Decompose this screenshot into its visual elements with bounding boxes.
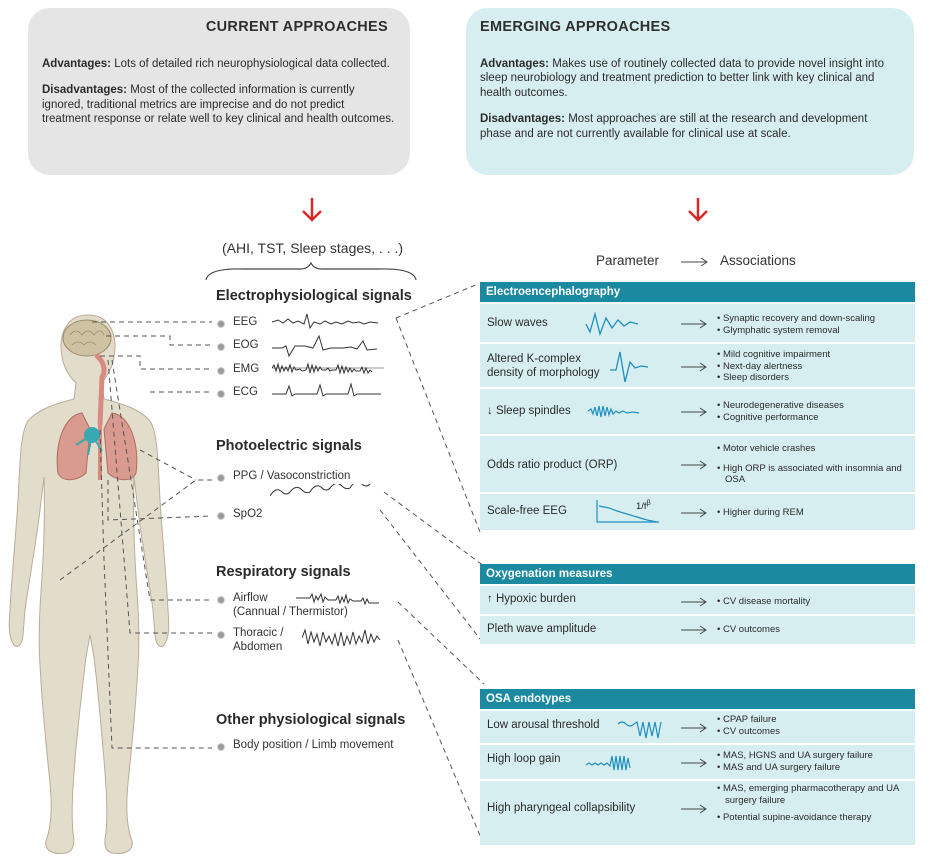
right-arrow-icon: [681, 723, 707, 733]
oxy-row-hypoxic-burden: ↑ Hypoxic burden • CV disease mortality: [480, 584, 915, 614]
bullet-icon: [217, 343, 225, 351]
bullet-icon: [217, 596, 225, 604]
arousal-waveform-icon: [616, 716, 672, 740]
respiratory-signals-title: Respiratory signals: [216, 564, 351, 580]
thoracic-waveform: [302, 624, 386, 652]
other-signals-title: Other physiological signals: [216, 712, 406, 728]
signal-eeg: EEG: [233, 316, 258, 328]
osa-endotypes-panel: [480, 689, 915, 845]
right-arrow-icon: [681, 804, 707, 814]
osa-row-loop-gain: High loop gain • MAS, HGNS and UA surgery failure • MAS and UA surgery failure: [480, 743, 915, 779]
eeg-row-k-complex: Altered K-complex density of morphology • Mild cognitive impairment • Next-day alertness • Sleep disorders: [480, 342, 915, 387]
right-arrow-icon: [681, 460, 707, 470]
spindle-icon: [586, 401, 642, 421]
bullet-icon: [217, 390, 225, 398]
airflow-waveform: [296, 590, 384, 606]
osa-panel-title: OSA endotypes: [480, 689, 915, 709]
bullet-icon: [217, 367, 225, 375]
associations-header: Associations: [720, 253, 796, 268]
signal-airflow: Airflow (Cannual / Thermistor): [233, 592, 348, 618]
right-arrow-icon: [681, 362, 707, 372]
signal-ppg: PPG / Vasoconstriction: [233, 470, 351, 482]
slow-wave-icon: [584, 310, 644, 336]
signal-body-position: Body position / Limb movement: [233, 739, 394, 751]
signal-spo2: SpO2: [233, 508, 263, 520]
eeg-row-scale-free: Scale-free EEG $1/f^\beta$ • Higher during REM: [480, 492, 915, 530]
oxy-row-pleth-amplitude: Pleth wave amplitude • CV outcomes: [480, 614, 915, 644]
right-arrow-icon: [681, 319, 707, 329]
oxygenation-panel-title: Oxygenation measures: [480, 564, 915, 584]
ppg-waveform: [270, 484, 382, 500]
bullet-icon: [217, 743, 225, 751]
traditional-metrics: (AHI, TST, Sleep stages, . . .): [222, 240, 404, 256]
right-arrow-icon: [681, 758, 707, 768]
photoelectric-signals-title: Photoelectric signals: [216, 438, 362, 454]
bullet-icon: [217, 320, 225, 328]
osa-row-pharyngeal-collapsibility: High pharyngeal collapsibility • MAS, emerging pharmacotherapy and UA surgery failure • Potential supine-avoidance therapy: [480, 779, 915, 845]
signal-emg: EMG: [233, 363, 260, 375]
current-disadvantages: Disadvantages: Most of the collected information is currently ignored, traditional metrics are imprecise and do not predict treatment response or relate well to key clinical and health outcomes.: [42, 84, 395, 125]
bullet-icon: [217, 631, 225, 639]
right-arrow-icon: [681, 597, 707, 607]
eeg-panel: [480, 282, 915, 530]
osa-row-arousal-threshold: Low arousal threshold • CPAP failure • CV outcomes: [480, 709, 915, 743]
bullet-icon: [217, 512, 225, 520]
electrophysiological-signals-title: Electrophysiological signals: [216, 288, 412, 304]
right-arrow-icon: [681, 407, 707, 417]
signal-eog: EOG: [233, 339, 259, 351]
right-arrow-icon: [681, 625, 707, 635]
eeg-row-sleep-spindles: ↓ Sleep spindles • Neurodegenerative diseases • Cognitive performance: [480, 387, 915, 434]
right-arrow-icon: [681, 508, 707, 518]
current-advantages: Advantages: Lots of detailed rich neurophysiological data collected.: [42, 57, 390, 70]
electrophysiological-waveforms: [272, 308, 384, 402]
loop-gain-waveform-icon: [584, 751, 640, 773]
k-complex-icon: [608, 348, 650, 386]
emerging-disadvantages: Disadvantages: Most approaches are still at the research and development phase and are not currently available for clinical use at scale.: [480, 113, 868, 140]
emerging-approaches-title: EMERGING APPROACHES: [480, 19, 671, 35]
eeg-row-orp: Odds ratio product (ORP) • Motor vehicle crashes • High ORP is associated with insomnia and OSA: [480, 434, 915, 492]
emerging-advantages: Advantages: Makes use of routinely collected data to provide novel insight into sleep neurobiology and treatment prediction to better link with key clinical and health outcomes.: [480, 57, 885, 99]
oxygenation-panel: [480, 564, 915, 644]
eeg-row-slow-waves: Slow waves • Synaptic recovery and down-scaling • Glymphatic system removal: [480, 302, 915, 342]
current-approaches-title: CURRENT APPROACHES: [205, 19, 388, 35]
signal-thoracic: Thoracic / Abdomen: [233, 627, 284, 653]
power-law-label: $1/f^\beta$: [636, 500, 651, 513]
parameter-header: Parameter: [596, 253, 660, 268]
signal-ecg: ECG: [233, 386, 258, 398]
bullet-icon: [217, 474, 225, 482]
power-spectrum-icon: [595, 498, 675, 526]
eeg-panel-title: Electroencephalography: [480, 282, 915, 302]
